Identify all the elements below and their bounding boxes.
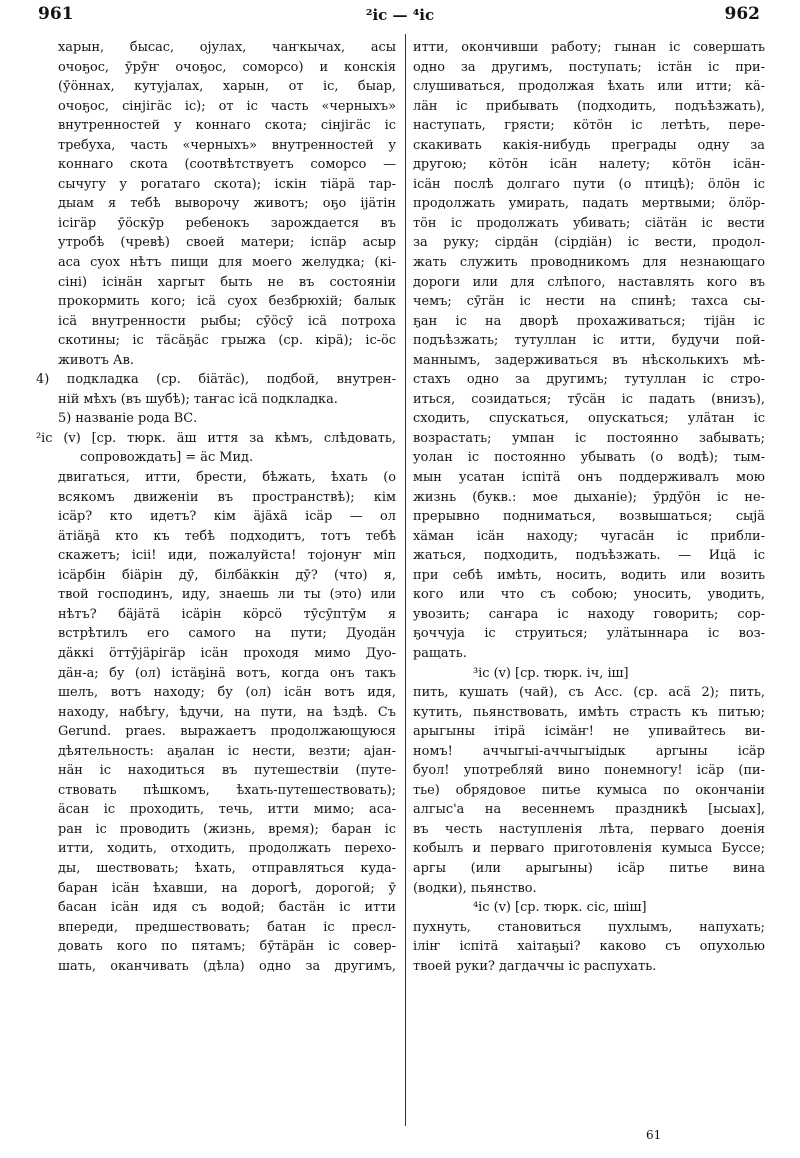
text-line: ды, шествовать; ѣхать, отправляться куда- (58, 860, 396, 876)
text-line: чемъ; сӯгäн іс нести на спинѣ; тахса сы- (413, 294, 765, 310)
text-line: другою; кöтöн ісäн налету; кöтöн ісäн- (413, 157, 765, 173)
text-line: твой господинъ, иду, знаешь ли ты (это) или (58, 587, 396, 603)
text-line: продолжать умирать, падать мертвыми; öлöр- (413, 196, 765, 212)
text-line: кутить, пьянствовать, имѣть страсть къ питью; (413, 704, 765, 720)
text-line: сіні) ісінäн харгыт быть не въ состояніи (58, 274, 396, 290)
text-line: требуха, часть «черныхъ» внутренностей у (58, 137, 396, 153)
text-line: внутренностей у коннаго скота; сінјігäс іс (58, 118, 396, 134)
text-line: наступать, грясти; кöтöн іс летѣть, пере- (413, 118, 765, 134)
text-line: арыгыны ітірä ісімäҥ! не упивайтесь ви- (413, 724, 765, 740)
text-line: ҕан іс на дворѣ прохаживаться; тіјäн іс (413, 313, 765, 329)
text-line: тöн іс продолжать убивать; сіäтäн іс вести (413, 215, 765, 231)
text-line: харын, бысас, ојулах, чаҥкычах, асы (58, 40, 396, 55)
text-line: äтіäҕä кто къ тебѣ подходитъ, тотъ тебѣ (58, 528, 396, 544)
text-line: ісігäр ӯöскӯр ребенокъ зарождается въ (58, 215, 396, 231)
text-line: (ӯöннах, кутујалах, харын, от іс, быар, (58, 79, 396, 95)
text-line: ісäн послѣ долгаго пути (о птицѣ); öлöн іс (413, 176, 765, 192)
text-line: тье) обрядовое питье кумыса по окончаніи (413, 782, 765, 798)
text-line: шать, оканчивать (дѣла) одно за другимъ, (58, 958, 396, 974)
text-line: пить, кушать (чай), съ Асс. (ср. асä 2); пить, (413, 685, 765, 701)
text-line: ран іс проводить (жизнь, время); баран іс (58, 821, 396, 837)
text-line: ній мѣхъ (въ шубѣ); таҥас ісä подкладка. (58, 391, 338, 407)
text-line: хäман ісäн находу; чугасäн іс прибли- (413, 528, 765, 544)
text-line: прерывно подниматься, возвышаться; сыјä (413, 509, 765, 525)
text-line: буол! употребляй вино понемногу! ісäр (пи- (413, 763, 765, 779)
text-line: алгыс'а на весеннемъ праздникѣ [ысыах], (413, 802, 765, 818)
text-line: номъ! аччыгыі-аччыгыідык аргыны ісäр (413, 743, 765, 759)
text-line: животъ Ав. (58, 352, 135, 368)
text-line: 5) названіе рода ВС. (58, 411, 198, 427)
text-line: шелъ, вотъ находу; бу (ол) ісäн вотъ идя, (58, 685, 396, 701)
text-line: кобылъ и перваго приготовленія кумыса Буссе; (413, 841, 765, 857)
text-line: лäн іс прибывать (подходить, подъѣзжать), (413, 98, 765, 114)
text-line: ҕоччуја іс струиться; улäтыннара іс воз- (413, 626, 765, 642)
text-line: слушиваться, продолжая ѣхать или итти; кä- (413, 79, 765, 95)
text-line: іліҥ іспітä хаітаҕыі? каково съ опухолью (413, 939, 765, 955)
text-line: возрастать; умпан іс постоянно забывать; (413, 430, 765, 446)
text-line: баран ісäн ѣхавши, на дорогѣ, дорогой; ӯ (58, 880, 396, 896)
text-line: увозить; саҥара іс находу говорить; сор- (413, 606, 765, 622)
text-line: дыам я тебѣ выворочу животъ; оҕо іјäтін (58, 196, 396, 212)
text-line: находу, набѣгу, ѣдучи, на пути, на ѣздѣ. Съ (58, 704, 396, 720)
text-line: нäн іс находиться въ путешествіи (путе- (58, 763, 396, 779)
text-line: ²іс (v) [ср. тюрк. äш иття за кѣмъ, слѣдовать, (36, 430, 396, 446)
text-line: дороги или для слѣпого, наставлять кого въ (413, 274, 765, 290)
text-line: ⁴іс (v) [ср. тюрк. сіс, шіш] (473, 900, 647, 916)
text-line: очоҕос, сінјігäс іс); от іс часть «черныхъ» (58, 98, 396, 114)
text-line: за руку; сірдäн (сірдіäн) іс вести, продол- (413, 235, 765, 251)
text-line: ісäр? кто идетъ? кім äјäхä ісäр — ол (58, 509, 396, 525)
running-head: ²іс — ⁴іс (365, 6, 435, 24)
text-line: жизнь (букв.: мое дыханіе); ӯрдӯöн іс не- (413, 489, 765, 505)
right-column (413, 38, 765, 976)
text-line: уолан іс постоянно убывать (о водѣ); тым- (413, 450, 765, 466)
text-line: итти, ходить, отходить, продолжать перехо- (58, 841, 396, 857)
left-column (36, 38, 396, 976)
text-line: Gerund. praes. выражаетъ продолжающуюся (58, 724, 396, 740)
text-line: ісäрбін біäрін дӯ, білбäккін дӯ? (что) я, (58, 567, 396, 583)
text-line: ствовать пѣшкомъ, ѣхать-путешествовать); (58, 782, 396, 798)
text-line: ісä внутренности рыбы; сӯöсӯ ісä потроха (58, 313, 396, 329)
text-line: маннымъ, задерживаться въ нѣсколькихъ мѣ- (413, 352, 765, 368)
text-line: подъѣзжать; тутуллан іс итти, будучи пой- (413, 333, 765, 349)
text-line: въ честь наступленія лѣта, перваго доенія (413, 821, 765, 837)
text-line: встрѣтилъ его самого на пути; Дуодäн (58, 626, 396, 642)
text-line: скакивать какія-нибудь преграды одну за (413, 137, 765, 153)
text-line: ³іс (v) [ср. тюрк. іч, іш] (473, 665, 629, 681)
text-line: жать служить проводникомъ для незнающаго (413, 255, 765, 271)
text-line: аса суох нѣтъ пищи для моего желудка; (кі- (58, 255, 396, 271)
text-line: жаться, подходить, подъѣзжать. — Ицä іс (413, 548, 765, 564)
text-line: (водки), пьянство. (413, 880, 537, 896)
text-line: прокормить кого; ісä суох безбрюхій; балык (58, 294, 396, 310)
text-line: впереди, предшествовать; батан іс пресл- (58, 919, 396, 935)
column-divider (405, 34, 406, 1126)
text-line: аргы (или арыгыны) ісäр питье вина (413, 860, 765, 876)
text-line: äсан іс проходить, течь, итти мимо; аса- (58, 802, 396, 818)
text-line: иться, созидаться; тӯсäн іс падать (внизъ), (413, 391, 765, 407)
text-line: кого или что съ собою; уносить, уводить, (413, 587, 765, 603)
text-line: сопровождать] = äс Мид. (80, 450, 254, 466)
text-line: 4) подкладка (ср. біäтäс), подбой, внутрен- (36, 372, 396, 388)
text-line: коннаго скота (соотвѣтствуетъ соморсо — (58, 157, 396, 173)
text-line: стахъ одно за другимъ; тутуллан іс стро- (413, 372, 765, 388)
text-line: при себѣ имѣть, носить, водить или возить (413, 567, 765, 583)
text-line: твоей руки? дагдаччы іс распухать. (413, 958, 657, 974)
text-line: сычугу у рогатаго скота); іскін тіäрä тар- (58, 176, 396, 192)
text-line: дѣятельность: аҕалан іс нести, везти; ајан- (58, 743, 396, 759)
text-line: басан ісäн идя съ водой; бастäн іс итти (58, 900, 396, 916)
text-line: утробѣ (чревѣ) своей матери; іспäр асыр (58, 235, 396, 251)
text-line: пухнуть, становиться пухлымъ, напухать; (413, 919, 765, 935)
text-line: одно за другимъ, поступать; істäн іс при- (413, 59, 765, 75)
text-line: всякомъ движеніи въ пространствѣ); кім (58, 489, 396, 505)
text-line: довать кого по пятамъ; бӯтäрäн іс совер- (58, 939, 396, 955)
text-line: скотины; іс тäсäҕäс грыжа (ср. кірä); іс-öс (58, 333, 396, 349)
text-line: нѣтъ? бäјäтä ісäрін кöрсö тӯсӯптӯм я (58, 606, 396, 622)
text-line: скажетъ; ісіі! иди, пожалуйста! тојонуҥ міп (58, 548, 396, 564)
signature-mark: 61 (646, 1128, 662, 1142)
text-line: очоҕос, ӯрӯҥ очоҕос, соморсо) и конскія (58, 59, 396, 75)
text-line: итти, окончивши работу; гынан іс совершать (413, 40, 765, 55)
text-line: сходить, спускаться, опускаться; улäтан іс (413, 411, 765, 427)
text-line: двигаться, итти, брести, бѣжать, ѣхать (о (58, 470, 396, 486)
left-page-number: 961 (38, 4, 74, 24)
text-line: мын усатан іспітä онъ поддерживалъ мою (413, 470, 765, 486)
right-page-number: 962 (724, 4, 760, 24)
text-line: дäккі öттӯјäрігäр ісäн проходя мимо Дуо- (58, 645, 396, 661)
text-line: дäн-а; бу (ол) істäҕінä вотъ, когда онъ такъ (58, 665, 396, 681)
text-line: ращать. (413, 645, 467, 661)
